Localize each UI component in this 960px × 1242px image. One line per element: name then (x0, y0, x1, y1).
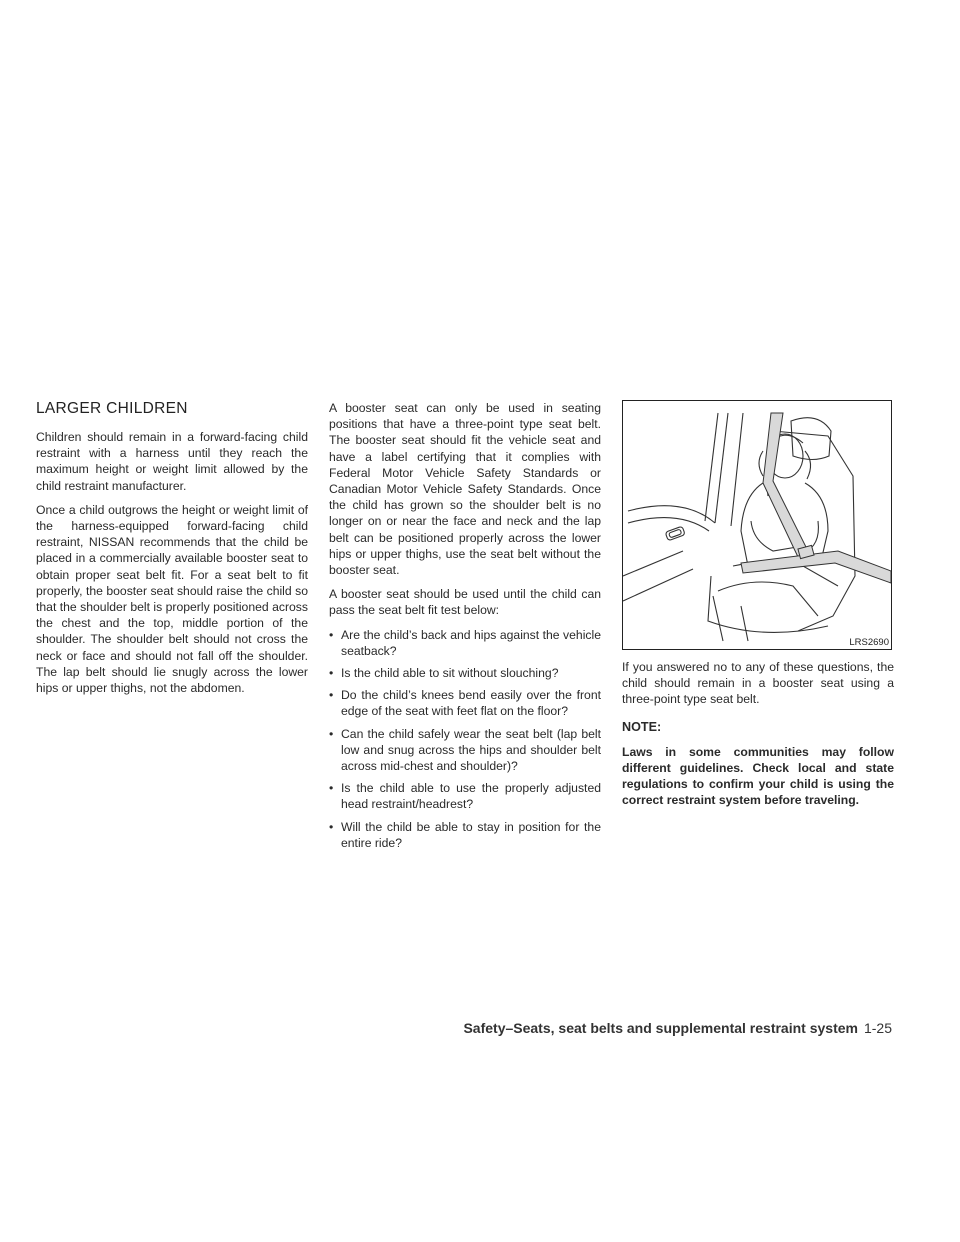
column-middle (329, 400, 601, 857)
child-in-booster-seat-drawing (623, 401, 891, 649)
paragraph-booster-recommendation: Once a child outgrows the height or weight limit of the harness-equipped forward-facing child restraint, NISSAN recommends that the child be placed in a commercially available booster seat to obtain proper seat belt fit. For a seat belt to fit properly, the booster seat should raise the child so that the shoulder belt is properly positioned across the chest and the top, middle portion of the shoulder. The shoulder belt should not cross the neck or face and should not fall off the shoulder. The lap belt should lie snugly across the lower hips or upper thighs, not the abdomen. (36, 502, 308, 696)
list-item: • Do the child’s knees bend easily over the front edge of the seat with feet flat on the floor? (329, 687, 601, 719)
list-item: • Can the child safely wear the seat belt (lap belt low and snug across the hips and shoulder belt across mid-chest and shoulder)? (329, 726, 601, 775)
paragraph-booster-requirements: A booster seat can only be used in seating positions that have a three-point type seat belt. The booster seat should fit the vehicle seat and have a label certifying that it complies with Federal Motor Vehicle Safety Standards or Canadian Motor Vehicle Safety Standards. Once the child has grown so the shoulder belt is no longer on or near the face and neck and the lap belt can be positioned properly across the lower hips or upper thighs, use the seat belt without the booster seat. (329, 401, 601, 578)
footer-section-title: Safety–Seats, seat belts and supplemental restraint system (463, 1020, 858, 1036)
note-text: Laws in some communities may follow different guidelines. Check local and state regulations to confirm your child is using the correct restraint system before traveling. (622, 744, 894, 808)
paragraph-harness: Children should remain in a forward-facing child restraint with a harness until they reach the maximum height or weight limit allowed by the child restraint manufacturer. (36, 430, 308, 493)
figure-code: LRS2690 (849, 637, 889, 648)
list-item: • Are the child’s back and hips against the vehicle seatback? (329, 627, 601, 659)
list-item: • Is the child able to use the properly adjusted head restraint/headrest? (329, 780, 601, 812)
section-heading: LARGER CHILDREN (36, 400, 188, 417)
page-number: 1-25 (863, 1020, 892, 1036)
list-item: • Is the child able to sit without slouching? (329, 665, 601, 681)
fit-test-list (329, 627, 601, 851)
paragraph-fit-test-intro: A booster seat should be used until the child can pass the seat belt fit test below: (329, 587, 601, 618)
paragraph-fail-result: If you answered no to any of these questions, the child should remain in a booster seat using a three-point type seat belt. (622, 660, 894, 707)
note-heading: NOTE: (622, 719, 662, 734)
page-footer (463, 1020, 892, 1036)
booster-seat-illustration (622, 400, 892, 650)
column-right (622, 400, 894, 816)
list-item: • Will the child be able to stay in position for the entire ride? (329, 819, 601, 851)
column-left (36, 400, 308, 704)
